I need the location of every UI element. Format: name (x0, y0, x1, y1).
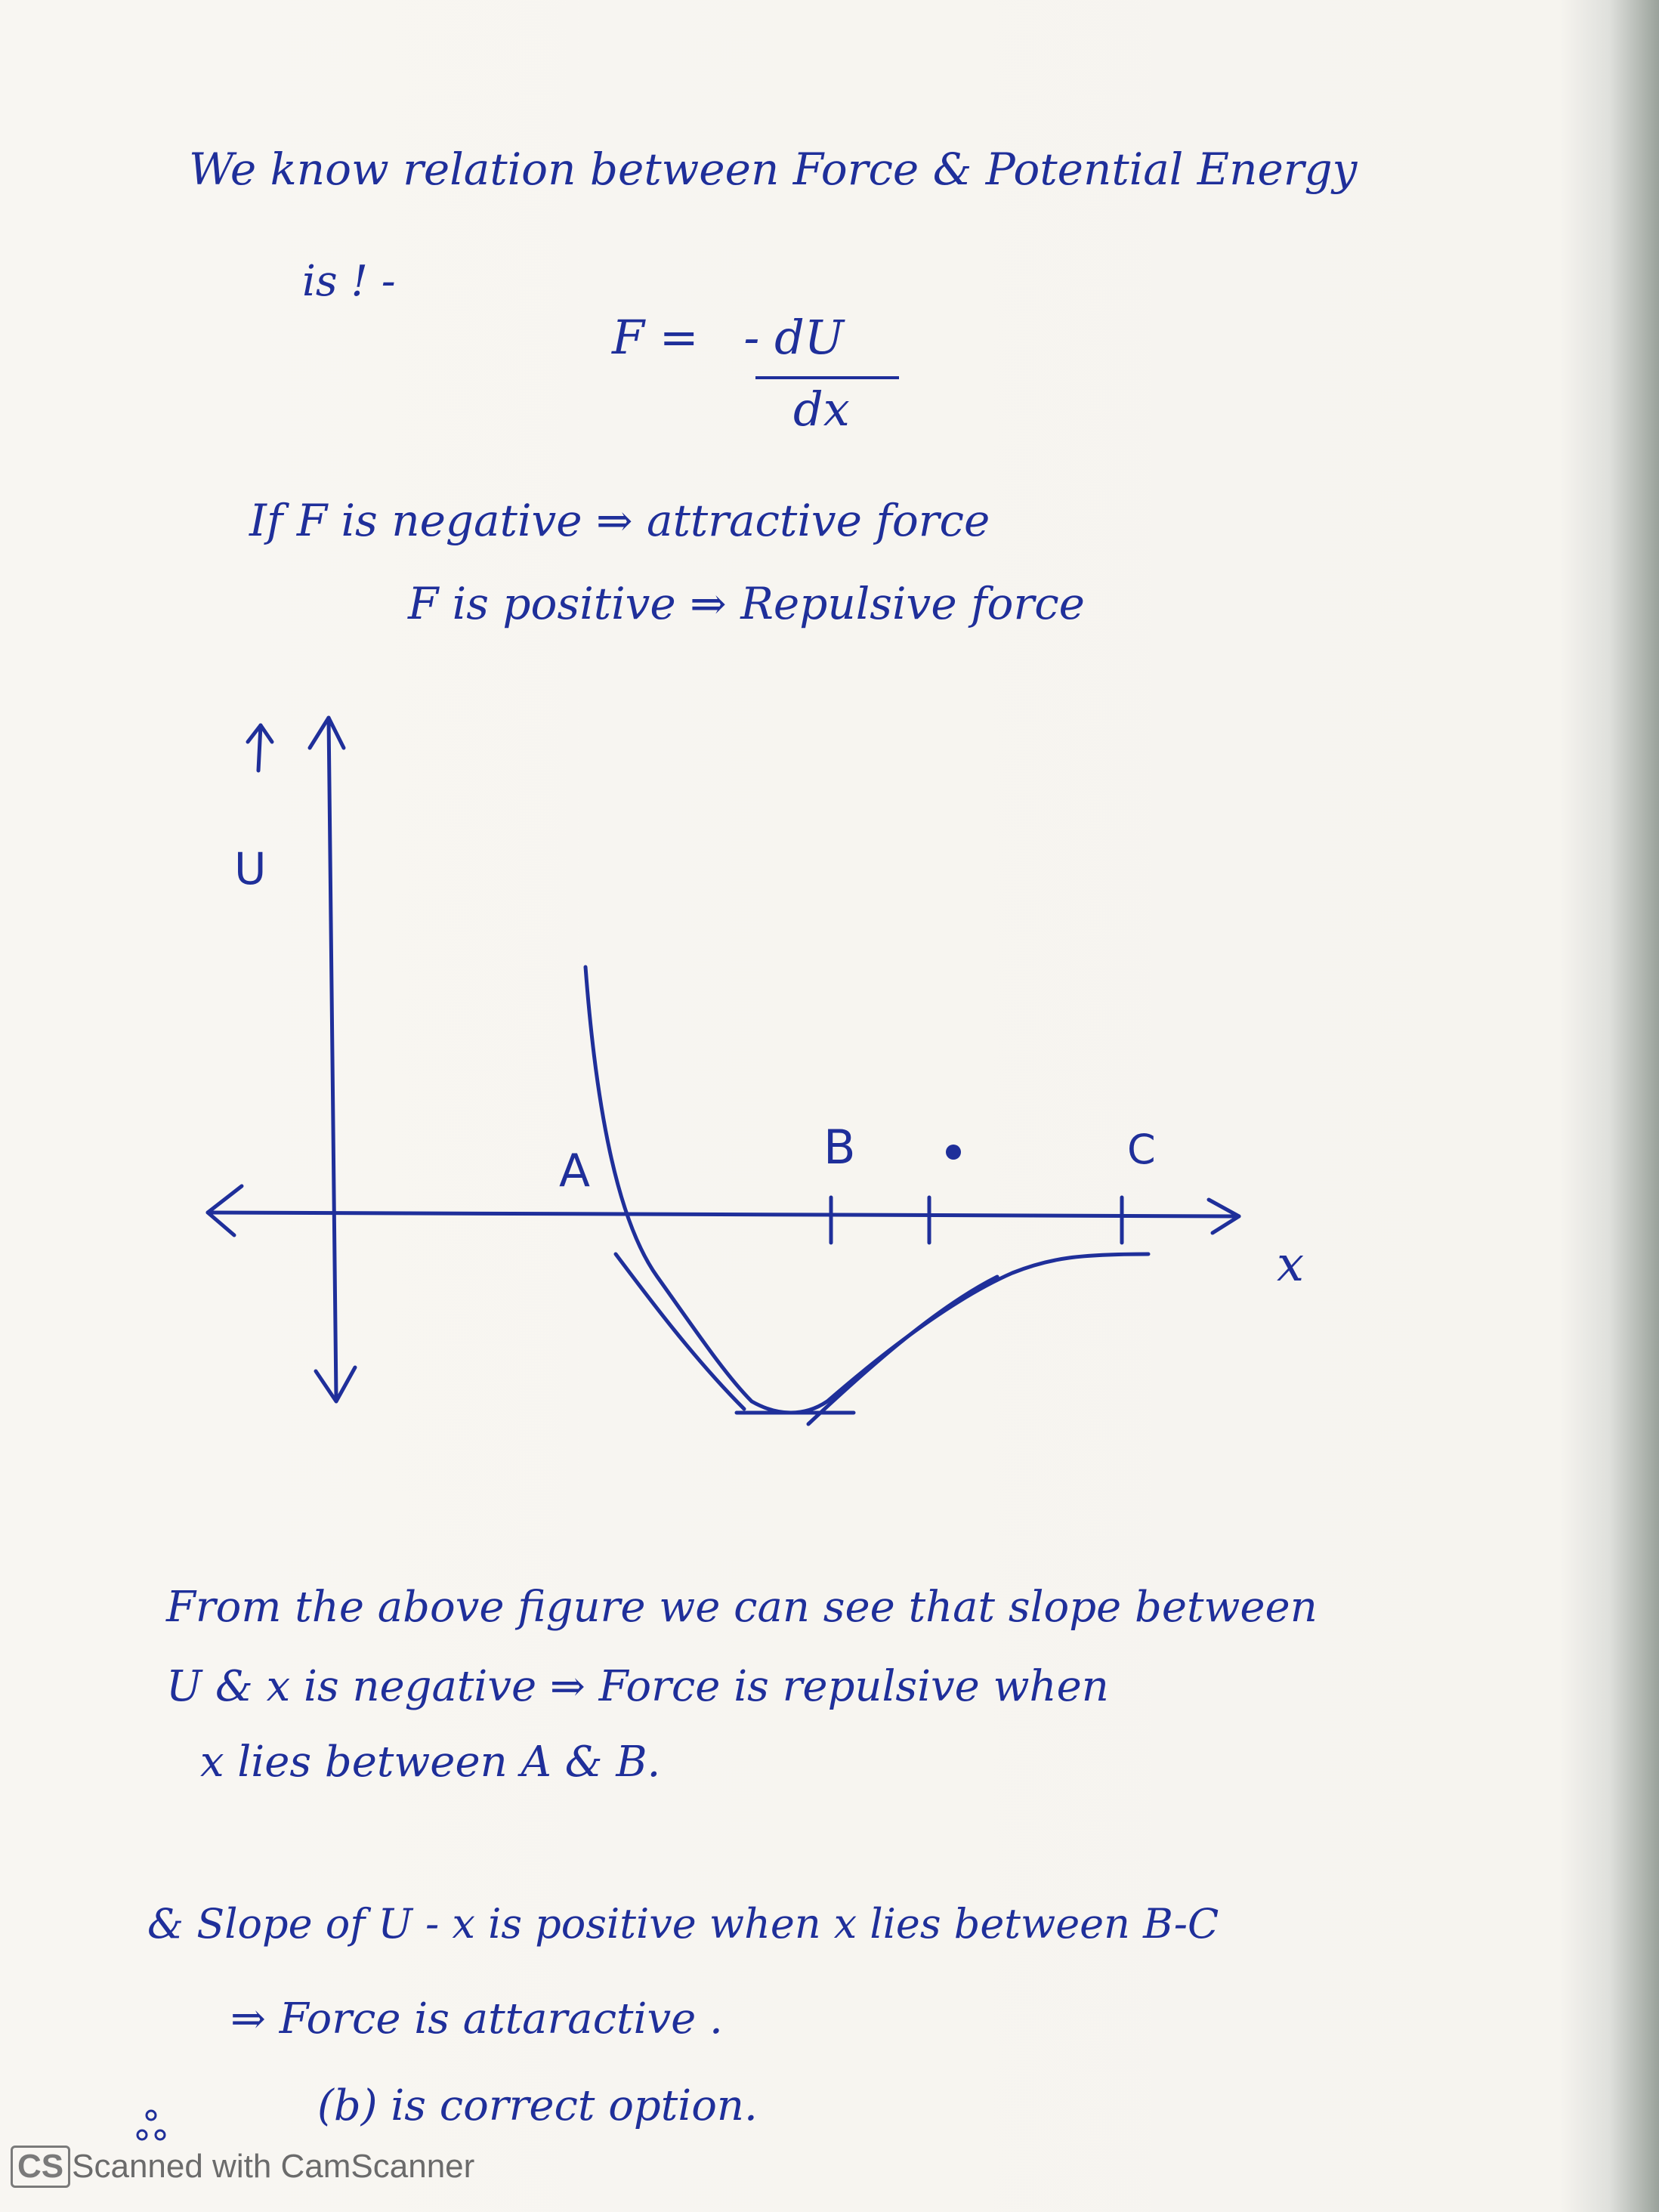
conclusion-line-3: x lies between A & B. (200, 1738, 661, 1787)
u-axis-arrow-up (310, 718, 344, 748)
camscanner-watermark (11, 2144, 474, 2189)
equation-denominator: dx (793, 382, 850, 437)
label-u: U (234, 843, 267, 894)
x-axis (208, 1213, 1239, 1216)
u-side-arrow (258, 725, 261, 771)
conclusion-line-5: ⇒ Force is attaractive . (230, 1994, 723, 2044)
equation-lhs: F = (612, 310, 699, 365)
conclusion-line-1: From the above figure we can see that slope between (166, 1583, 1318, 1632)
watermark-text: Scanned with CamScanner (72, 2148, 475, 2185)
equation-numerator: - dU (743, 310, 845, 365)
label-x: x (1277, 1237, 1305, 1293)
equation-numerator-line (612, 310, 844, 365)
rule-negative: If F is negative ⇒ attractive force (249, 495, 990, 546)
label-a: A (559, 1145, 591, 1197)
intro-line-1: We know relation between Force & Potential Energy (189, 144, 1358, 195)
camscanner-logo: CS (11, 2146, 70, 2188)
potential-curve-overlay (616, 1254, 997, 1424)
conclusion-line-4: & Slope of U - x is positive when x lies between B-C (147, 1900, 1219, 1948)
therefore-icon (136, 2108, 166, 2146)
potential-energy-graph (0, 695, 1659, 1526)
rule-positive: F is positive ⇒ Repulsive force (408, 578, 1085, 629)
intro-line-2: is ! - (302, 257, 396, 306)
marker-dot (946, 1145, 961, 1160)
u-axis (329, 718, 336, 1398)
label-c: C (1127, 1126, 1156, 1173)
conclusion-line-6: (b) is correct option. (317, 2081, 758, 2130)
conclusion-line-2: U & x is negative ⇒ Force is repulsive when (166, 1662, 1109, 1711)
x-axis-arrow-left (208, 1186, 242, 1235)
potential-curve (585, 967, 1148, 1413)
fraction-bar (755, 376, 899, 379)
label-b: B (823, 1120, 856, 1175)
